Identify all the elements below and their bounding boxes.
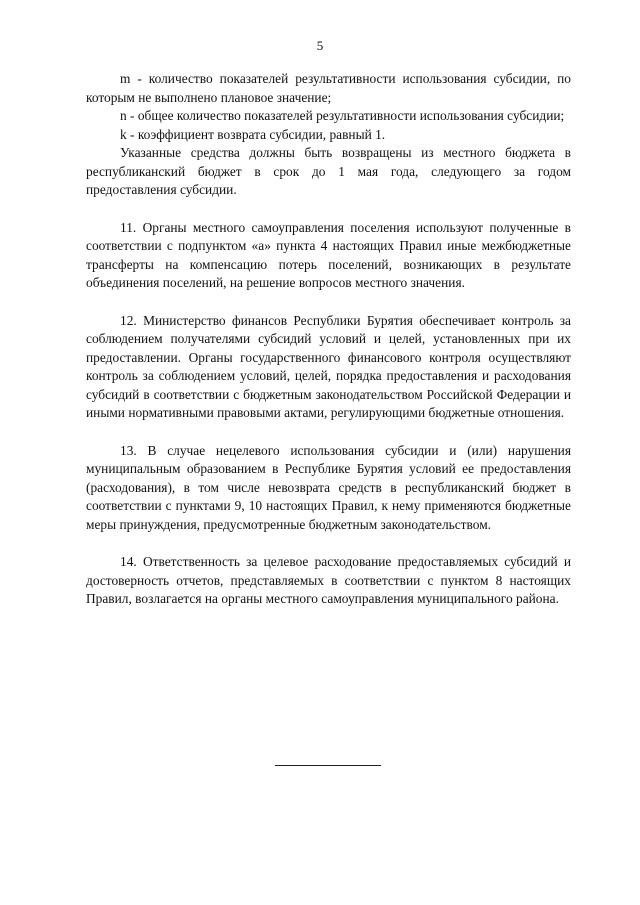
refund-paragraph: Указанные средства должны быть возвращены из местного бюджета в республиканский бюджет в срок до 1 мая года, следующего за годом предоставления субсидии. (86, 145, 571, 197)
clause-14-text: 14. Ответственность за целевое расходование предоставляемых субсидий и достоверность отчетов, представляемых в соответствии с пунктом 8 настоящих Правил, возлагается на органы местного самоуправления муниципального района. (86, 554, 571, 606)
document-body (86, 70, 571, 609)
definition-m: m - количество показателей результативности использования субсидии, по которым не выполнено плановое значение; (86, 71, 571, 105)
end-of-document-rule (275, 765, 381, 766)
paragraph-gap (86, 423, 571, 442)
clause-11 (86, 219, 571, 293)
definitions-block (86, 70, 571, 200)
clause-14 (86, 553, 571, 609)
clause-13-text: 13. В случае нецелевого использования субсидии и (или) нарушения муниципальным образованием в Республике Бурятия условий ее предоставления (расходования), в том числе невозврата средств в республиканский бюджет в соответствии с пунктами 9, 10 настоящих Правил, к нему применяются бюджетные меры принуждения, предусмотренные бюджетным законодательством. (86, 442, 571, 532)
paragraph-gap (86, 534, 571, 553)
definition-n: n - общее количество показателей результативности использования субсидии; (120, 108, 565, 123)
page-number: 5 (316, 38, 324, 53)
clause-11-text: 11. Органы местного самоуправления поселения используют полученные в соответствии с подпунктом «а» пункта 4 настоящих Правил иные межбюджетные трансферты на компенсацию потерь поселений, возникающих в результате объединения поселений, на решение вопросов местного значения. (86, 219, 571, 290)
clause-12-text: 12. Министерство финансов Республики Бурятия обеспечивает контроль за соблюдением получателями субсидий условий и целей, установленных при их предоставлении. Органы государственного финансового контроля осуществляют контроль за соблюдением условий, целей, порядка предоставления и расходования субсидий в соответствии с бюджетным законодательством Российской Федерации и иными нормативными правовыми актами, регулирующими бюджетные отношения. (86, 312, 571, 420)
paragraph-gap (86, 293, 571, 312)
clause-13 (86, 442, 571, 535)
definition-k: k - коэффициент возврата субсидии, равный 1. (120, 126, 386, 142)
paragraph-gap (86, 200, 571, 219)
clause-12 (86, 312, 571, 423)
